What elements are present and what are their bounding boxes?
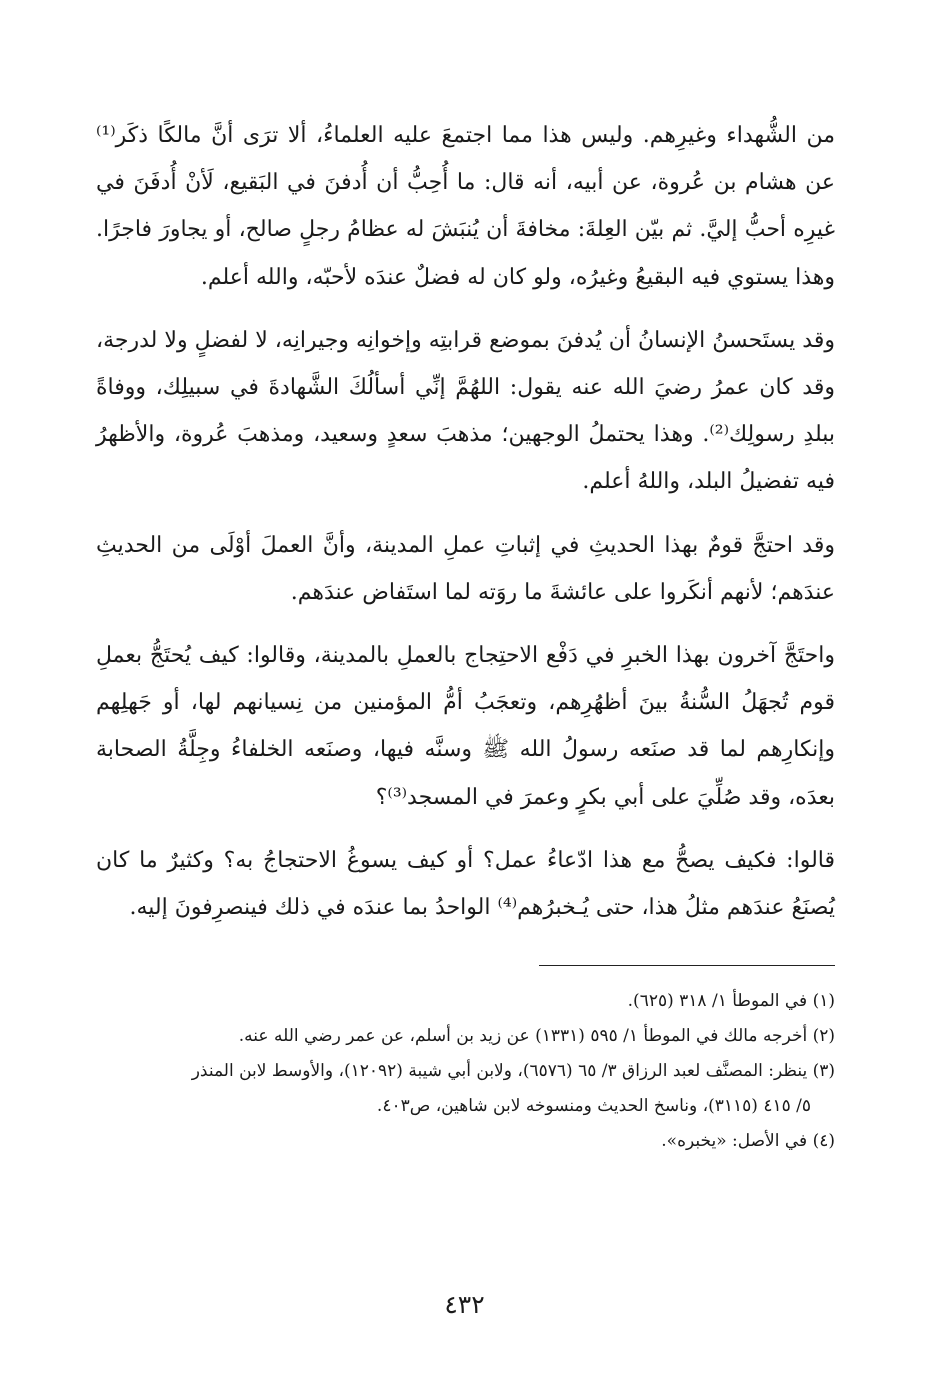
footnote-divider	[539, 965, 835, 966]
body-text	[96, 112, 835, 931]
page-number: ٤٣٢	[444, 1290, 485, 1319]
footnote-3-line-1: (٣) ينظر: المصنَّف لعبد الرزاق ٣/ ٦٥ (٦٥٧٦)، ولابن أبي شيبة (١٢٠٩٢)، والأوسط لابن المنذر	[191, 1061, 835, 1082]
paragraph-4: واحتَجَّ آخرون بهذا الخبرِ في دَفْع الاحتِجاج بالعملِ بالمدينة، وقالوا: كيف يُحتَجُّ بعملِ قوم تُجهَلُ السُّنةُ بينَ أظهُرِهم، وتعجَبُ أمُّ المؤمنين من نِسيانهم لها، أو جَهلِهم وإنكارِهم لما قد صنَعه رسولُ الله ﷺ وسنَّه فيها، وصنَعه الخلفاءُ وجِلَّةُ الصحابة بعدَه، وقد صُلِّيَ على أبي بكرٍ وعمرَ في المسجد⁽³⁾؟	[96, 643, 835, 810]
paragraph-3: وقد احتجَّ قومٌ بهذا الحديثِ في إثباتِ عملِ المدينة، وأنَّ العملَ أوْلَى من الحديثِ عندَهم؛ لأنهم أنكَروا على عائشةَ ما روَته لما استَفاض عندَهم.	[96, 532, 835, 605]
footnote-2: (٢) أخرجه مالك في الموطأ ١/ ٥٩٥ (١٣٣١) عن زيد بن أسلم، عن عمر رضي الله عنه.	[238, 1026, 835, 1047]
paragraph-1: من الشُّهداء وغيرِهم. وليس هذا مما اجتمعَ عليه العلماءُ، ألا ترَى أنَّ مالكًا ذكَر⁽¹⁾ عن هشام بن عُروة، عن أبيه، أنه قال: ما أُحِبُّ أن أُدفنَ في البَقيع، لَأنْ أُدفَنَ في غيرِه أحبُّ إليَّ. ثم بيّن العِلةَ: مخافةَ أن يُنبَشَ له عظامُ رجلٍ صالح، أو يجاورَ فاجرًا. وهذا يستوي فيه البقيعُ وغيرُه، ولو كان له فضلٌ عندَه لأحبّه، والله أعلم.	[96, 123, 835, 290]
footnotes	[96, 984, 835, 1159]
footnote-1: (١) في الموطأ ١/ ٣١٨ (٦٢٥).	[627, 991, 835, 1012]
footnote-3-line-2: ٥/ ٤١٥ (٣١١٥)، وناسخ الحديث ومنسوخه لابن شاهين، ص٤٠٣.	[376, 1096, 811, 1117]
footnote-4: (٤) في الأصل: «يخبره».	[661, 1131, 835, 1152]
paragraph-2: وقد يستَحسنُ الإنسانُ أن يُدفنَ بموضع قرابتِه وإخوانِه وجيرانِه، لا لفضلٍ ولا لدرجة، وقد كان عمرُ رضيَ الله عنه يقول: اللهُمَّ إنِّي أسألُكَ الشَّهادةَ في سبيلِك، ووفاةً ببلدِ رسولِك⁽²⁾. وهذا يحتملُ الوجهين؛ مذهبَ سعدٍ وسعيد، ومذهبَ عُروة، والأظهرُ فيه تفضيلُ البلد، واللهُ أعلم.	[96, 327, 835, 495]
footnote-3	[96, 1054, 835, 1124]
paragraph-5: قالوا: فكيف يصحُّ مع هذا ادّعاءُ عمل؟ أو كيف يسوغُ الاحتجاجُ به؟ وكثيرٌ ما كان يُصنَعُ عندَهم مثلُ هذا، حتى يُـخبرُهم⁽⁴⁾ الواحدُ بما عندَه في ذلك فينصرِفونَ إليه.	[96, 847, 835, 921]
